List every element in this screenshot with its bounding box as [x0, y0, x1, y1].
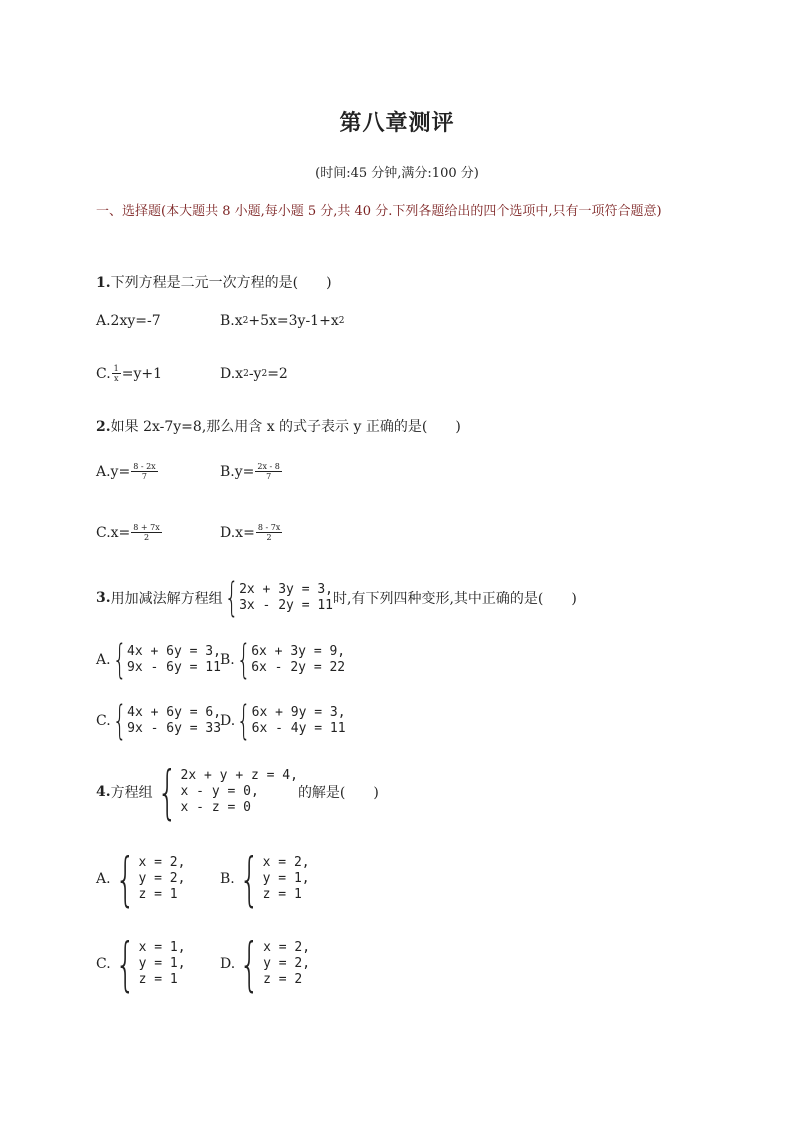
numerator: 8 + 7x: [133, 523, 160, 532]
equation: 6x - 2y = 22: [251, 660, 346, 675]
denominator: 2: [143, 533, 150, 542]
equation: 9x - 6y = 33: [127, 721, 222, 736]
equation-system: { 4x + 6y = 3, 9x - 6y = 11: [112, 637, 221, 683]
fraction: [255, 462, 281, 481]
equation: 2x + 3y = 3,: [239, 582, 333, 597]
equation-system: { x = 1, y = 1, z = 1: [114, 930, 186, 998]
equation: x = 2,: [138, 855, 186, 870]
exam-info: (时间:45 分钟,满分:100 分): [315, 166, 479, 181]
fraction: [131, 523, 161, 542]
equation: x - y = 0,: [180, 784, 259, 799]
question-1: [96, 272, 332, 292]
section-heading: 一、选择题(本大题共 8 小题,每小题 5 分,共 40 分.下列各题给出的四个选项中,只有一项符合题意): [96, 204, 662, 219]
numerator: 8 - 7x: [257, 523, 281, 532]
q2-option-c[interactable]: [96, 523, 163, 542]
equation-system: { x = 2, y = 2, z = 2: [239, 930, 311, 998]
denominator: 7: [141, 472, 147, 481]
fraction: [256, 523, 282, 542]
exponent: 2: [261, 369, 268, 379]
q3-option-c[interactable]: [96, 698, 222, 744]
q2-option-d[interactable]: [220, 523, 283, 542]
q2-option-b[interactable]: [220, 462, 283, 481]
numerator: 1: [113, 364, 119, 373]
numerator: 8 - 2x: [133, 462, 156, 471]
equation: y = 2,: [138, 871, 186, 886]
option-label: C.x=: [96, 524, 131, 541]
equation: z = 1: [262, 887, 302, 902]
option-label: B.y=: [220, 463, 255, 480]
equation: x = 2,: [263, 940, 311, 955]
exponent: 2: [243, 369, 249, 379]
q3-option-b[interactable]: [220, 637, 346, 683]
equation-system: { x = 2, y = 1, z = 1: [239, 845, 310, 913]
equation-system: { x = 2, y = 2, z = 1: [114, 845, 186, 913]
equation: 6x + 3y = 9,: [251, 644, 346, 659]
denominator: 2: [266, 533, 272, 542]
question-text: 方程组: [110, 785, 153, 801]
fraction: [131, 462, 157, 481]
option-text: +5x=3y-1+x: [248, 313, 339, 329]
q1-option-d[interactable]: [220, 366, 288, 382]
equation: 3x - 2y = 11: [239, 598, 333, 613]
q1-option-c[interactable]: [96, 364, 162, 383]
equation-system: { 6x + 9y = 3, 6x - 4y = 11: [236, 698, 346, 744]
denominator: 7: [266, 472, 272, 481]
option-label: C.: [96, 956, 111, 972]
option-label: D.: [220, 713, 236, 729]
equation-system: { 2x + 3y = 3, 3x - 2y = 11: [224, 575, 333, 621]
option-label: C.: [96, 365, 111, 382]
fraction: [112, 364, 121, 383]
option-label: D.x=: [220, 524, 255, 541]
option-text: -y: [248, 366, 262, 382]
question-2: [96, 416, 461, 436]
option-label: C.: [96, 713, 111, 729]
option-text: =y+1: [121, 365, 163, 382]
q4-option-d[interactable]: [220, 930, 311, 998]
equation: 6x - 4y = 11: [251, 721, 346, 736]
denominator: x: [113, 374, 119, 383]
question-number: 2.: [96, 419, 111, 435]
equation: y = 1,: [138, 956, 186, 971]
equation: z = 1: [138, 972, 178, 987]
option-label: A.y=: [96, 463, 131, 480]
equation-system: { 2x + y + z = 4, x - y = 0, x - z = 0: [156, 758, 298, 826]
equation: y = 2,: [263, 956, 311, 971]
equation: x - z = 0: [180, 800, 251, 815]
question-text: 用加减法解方程组: [110, 591, 223, 607]
question-text: 下列方程是二元一次方程的是( ): [110, 275, 332, 291]
option-label: A.: [96, 871, 111, 887]
option-text: B.x: [220, 313, 243, 329]
q4-option-b[interactable]: [220, 845, 310, 913]
equation: y = 1,: [262, 871, 310, 886]
q1-option-a[interactable]: [96, 313, 161, 329]
q3-option-d[interactable]: [220, 698, 346, 744]
option-label: B.: [220, 871, 235, 887]
exponent: 2: [242, 316, 249, 326]
equation: 4x + 6y = 3,: [127, 644, 221, 659]
exponent: 2: [338, 316, 345, 326]
question-text: 如果 2x-7y=8,那么用含 x 的式子表示 y 正确的是( ): [110, 419, 461, 435]
option-label: B.: [220, 652, 235, 668]
equation-system: { 6x + 3y = 9, 6x - 2y = 22: [236, 637, 346, 683]
option-label: D.: [220, 956, 236, 972]
q2-option-a[interactable]: [96, 462, 159, 481]
equation: x = 1,: [138, 940, 186, 955]
question-number: 4.: [96, 784, 111, 800]
question-text: 的解是( ): [297, 785, 379, 801]
question-number: 3.: [96, 590, 111, 606]
equation: z = 2: [263, 972, 303, 987]
equation: 2x + y + z = 4,: [180, 768, 298, 783]
q4-option-c[interactable]: [96, 930, 186, 998]
equation: z = 1: [138, 887, 178, 902]
q3-option-a[interactable]: [96, 637, 221, 683]
option-text: =2: [267, 366, 288, 382]
question-text: 时,有下列四种变形,其中正确的是( ): [333, 591, 577, 607]
q4-option-a[interactable]: [96, 845, 186, 913]
equation: 6x + 9y = 3,: [251, 705, 346, 720]
numerator: 2x - 8: [257, 462, 280, 471]
equation: 9x - 6y = 11: [127, 660, 221, 675]
option-text: D.x: [220, 366, 244, 382]
equation: x = 2,: [262, 855, 310, 870]
question-4: [96, 758, 379, 826]
q1-option-b[interactable]: [220, 313, 344, 329]
option-text: A.2xy=-7: [96, 313, 161, 329]
question-3: [96, 575, 577, 621]
equation-system: { 4x + 6y = 6, 9x - 6y = 33: [112, 698, 222, 744]
equation: 4x + 6y = 6,: [127, 705, 222, 720]
option-label: A.: [96, 652, 111, 668]
question-number: 1.: [96, 275, 111, 291]
page-title: 第八章测评: [339, 110, 455, 136]
